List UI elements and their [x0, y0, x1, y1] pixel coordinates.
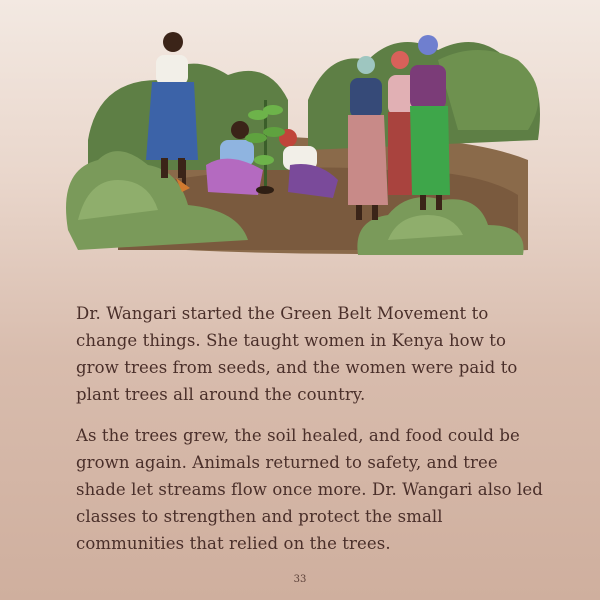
tree-planting-illustration	[58, 20, 550, 270]
page-number: 33	[293, 574, 307, 585]
paragraph-2: As the trees grew, the soil healed, and food could be grown again. Animals returned to safety, and tree shade let streams flow once more. Dr. Wangari also led classes to strengthen and protect the small communities that relied on the trees.	[76, 426, 543, 553]
paragraph-1: Dr. Wangari started the Green Belt Movement to change things. She taught women in Kenya how to grow trees from seeds, and the women were paid to plant trees all around the country.	[76, 304, 518, 404]
story-text	[76, 300, 546, 571]
